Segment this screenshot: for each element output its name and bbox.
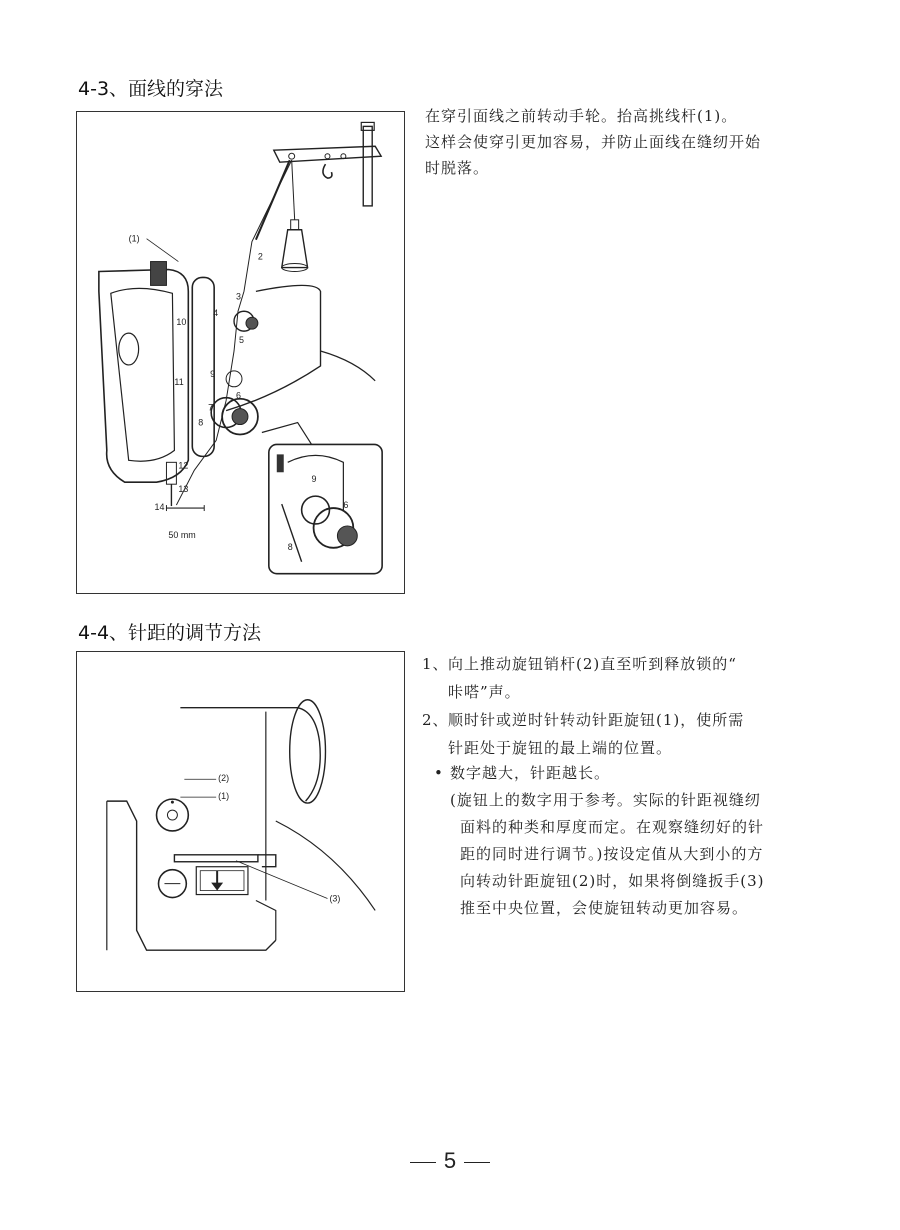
threading-figure bbox=[76, 111, 405, 594]
label-6: 6 bbox=[236, 390, 242, 401]
label-11: 11 bbox=[174, 376, 184, 387]
inset-label-6: 6 bbox=[343, 500, 349, 511]
label-3: 3 bbox=[236, 291, 242, 302]
note-line: 向转动针距旋钮(2)时，如果将倒缝扳手(3) bbox=[460, 872, 765, 890]
dash-left bbox=[410, 1162, 436, 1163]
threading-illustration bbox=[77, 112, 404, 593]
note-line: 推至中央位置，会使旋钮转动更加容易。 bbox=[460, 899, 749, 917]
label-10: 10 bbox=[176, 317, 187, 328]
step-line: 咔嗒”声。 bbox=[448, 683, 521, 701]
label-3: (3) bbox=[329, 893, 341, 904]
note-line: 面料的种类和厚度而定。在观察缝纫好的针 bbox=[460, 818, 765, 836]
dimension-label: 50 mm bbox=[168, 529, 196, 540]
stitch-note bbox=[430, 760, 820, 922]
list-item bbox=[422, 706, 822, 762]
threading-instructions bbox=[425, 103, 835, 181]
step-line: 顺时针或逆时针转动针距旋钮(1)，使所需 bbox=[448, 711, 745, 729]
label-8: 8 bbox=[198, 417, 204, 428]
dash-right bbox=[464, 1162, 490, 1163]
page-number bbox=[0, 1148, 900, 1174]
stitch-figure bbox=[76, 651, 405, 992]
step-number: 1、 bbox=[422, 655, 449, 673]
stitch-steps bbox=[422, 650, 822, 762]
inset-label-8: 8 bbox=[287, 541, 293, 552]
step-line: 向上推动旋钮销杆(2)直至听到释放锁的“ bbox=[448, 655, 737, 673]
note-line: 距的同时进行调节。)按设定值从大到小的方 bbox=[460, 845, 764, 863]
step-number: 2、 bbox=[422, 711, 449, 729]
label-1: (1) bbox=[218, 791, 230, 802]
section-heading-thread: 4-3、面线的穿法 bbox=[78, 78, 224, 100]
label-14: 14 bbox=[154, 502, 165, 513]
section-heading-stitch: 4-4、针距的调节方法 bbox=[78, 622, 262, 644]
label-1: (1) bbox=[128, 233, 140, 244]
label-4: 4 bbox=[213, 308, 219, 319]
threading-line: 在穿引面线之前转动手轮。抬高挑线杆(1)。 bbox=[425, 107, 738, 125]
label-7: 7 bbox=[208, 402, 214, 413]
inset-label-9: 9 bbox=[311, 474, 317, 485]
note-bullet-row bbox=[430, 760, 820, 787]
label-2: 2 bbox=[257, 251, 263, 262]
bullet-text: 数字越大，针距越长。 bbox=[450, 764, 611, 782]
page-number-value: 5 bbox=[443, 1148, 457, 1173]
threading-line: 这样会使穿引更加容易，并防止面线在缝纫开始 bbox=[425, 133, 762, 151]
label-12: 12 bbox=[178, 460, 189, 471]
label-9: 9 bbox=[210, 368, 216, 379]
threading-line: 时脱落。 bbox=[425, 159, 490, 177]
list-item bbox=[422, 650, 822, 706]
step-line: 针距处于旋钮的最上端的位置。 bbox=[448, 739, 673, 757]
label-2: (2) bbox=[218, 773, 230, 784]
label-5: 5 bbox=[239, 335, 244, 346]
label-13: 13 bbox=[178, 484, 189, 495]
bullet-icon: • bbox=[434, 764, 444, 782]
stitch-illustration bbox=[77, 652, 404, 991]
note-line: (旋钮上的数字用于参考。实际的针距视缝纫 bbox=[450, 791, 761, 809]
